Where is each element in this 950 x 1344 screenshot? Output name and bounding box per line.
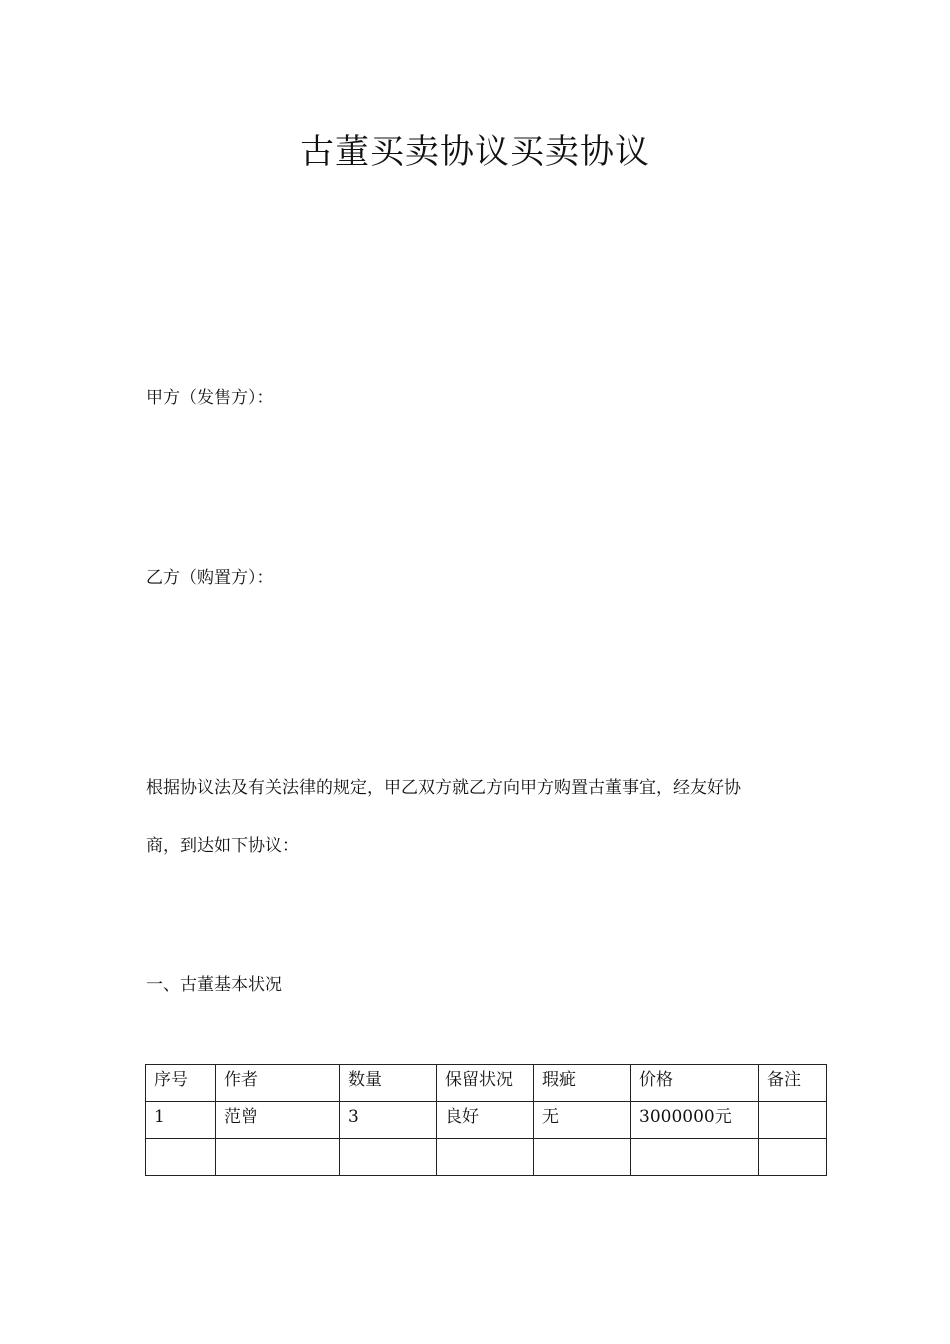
header-cell-defects: 瑕疵 [534,1065,631,1102]
header-cell-index: 序号 [146,1065,216,1102]
antique-table [145,1064,827,1176]
table-cell: 3000000元 [631,1102,759,1139]
header-cell-price: 价格 [631,1065,759,1102]
table-cell [340,1139,437,1176]
party-a-label: 甲方（发售方）： [146,388,274,408]
table-cell: 无 [534,1102,631,1139]
section-heading: 一、古董基本状况 [146,975,282,995]
table-cell [437,1139,534,1176]
table-cell [216,1139,340,1176]
table-cell [534,1139,631,1176]
header-cell-quantity: 数量 [340,1065,437,1102]
header-cell-author: 作者 [216,1065,340,1102]
header-cell-condition: 保留状况 [437,1065,534,1102]
table-cell: 范曾 [216,1102,340,1139]
table-cell [631,1139,759,1176]
party-b-label: 乙方（购置方）： [146,568,274,588]
table-header-row [146,1065,827,1102]
table-cell: 3 [340,1102,437,1139]
intro-paragraph-line-1: 根据协议法及有关法律的规定，甲乙双方就乙方向甲方购置古董事宜，经友好协 [146,778,741,798]
table-cell: 良好 [437,1102,534,1139]
table-cell [759,1139,827,1176]
header-cell-remarks: 备注 [759,1065,827,1102]
table-cell [146,1139,216,1176]
intro-paragraph-line-2: 商，到达如下协议： [146,836,299,856]
table-row [146,1139,827,1176]
table-row [146,1102,827,1139]
table-cell: 1 [146,1102,216,1139]
document-title: 古董买卖协议买卖协议 [300,132,650,172]
table-cell [759,1102,827,1139]
